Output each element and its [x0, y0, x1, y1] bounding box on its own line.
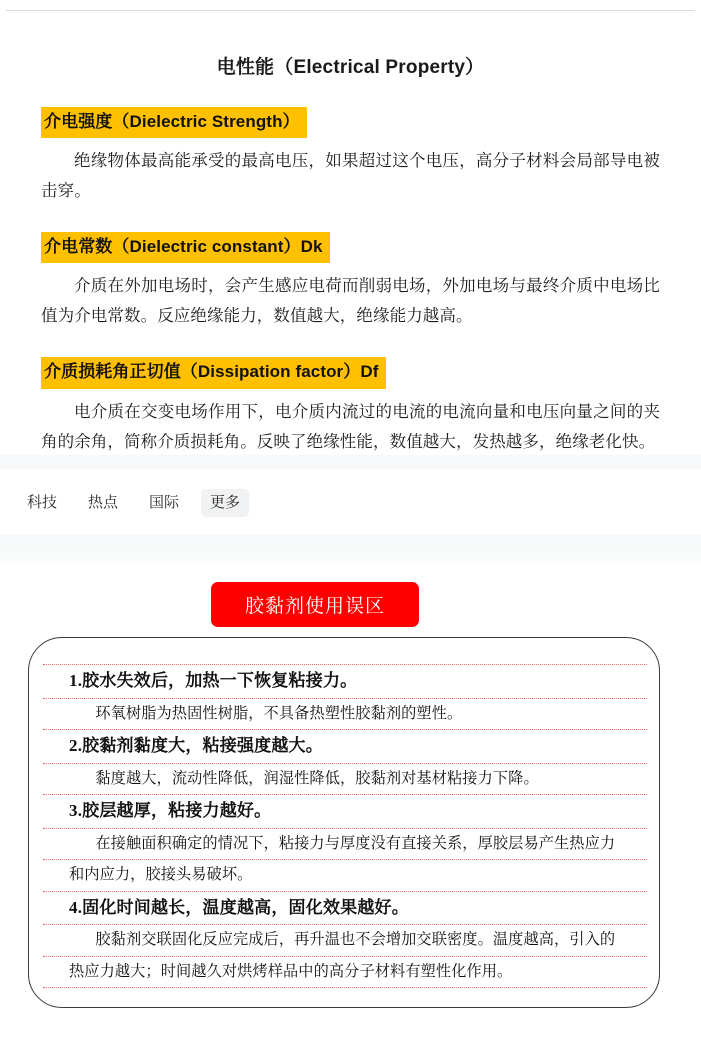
top-divider — [6, 10, 695, 11]
list-item-body-continued: 热应力越大；时间越久对烘烤样品中的高分子材料有塑性化作用。 — [69, 962, 513, 980]
page-title: 电性能（Electrical Property） — [216, 57, 485, 78]
dotted-divider — [43, 987, 647, 988]
highlighted-heading-text: 介质损耗角正切值（Dissipation factor）Df — [41, 357, 386, 388]
list-item-heading: 1.胶水失效后，加热一下恢复粘接力。 — [69, 671, 358, 690]
list-item-heading: 3.胶层越厚，粘接力越好。 — [69, 801, 272, 821]
list-item-body: 黏度越大，流动性降低，润湿性降低，胶黏剂对基材粘接力下降。 — [95, 769, 539, 787]
section-separator-bottom — [0, 535, 701, 551]
misconceptions-list — [43, 664, 647, 988]
section-body-dielectric-strength: 绝缘物体最高能承受的最高电压，如果超过这个电压，高分子材料会局部导电被击穿。 — [41, 152, 660, 201]
list-item-heading: 4.固化时间越长，温度越高，固化效果越好。 — [69, 897, 409, 917]
card-banner-title: 胶黏剂使用误区 — [211, 582, 419, 627]
section-separator-fill — [0, 551, 701, 563]
category-tab-bar — [0, 470, 701, 535]
misconceptions-card — [28, 637, 660, 1008]
highlighted-heading-text: 介电常数（Dielectric constant）Dk — [41, 232, 330, 263]
highlighted-heading-text: 介电强度（Dielectric Strength） — [41, 107, 307, 138]
tab-hot[interactable]: 热点 — [88, 493, 119, 511]
article-section — [0, 20, 701, 457]
section-heading-dissipation-factor — [41, 357, 701, 388]
list-item-body-continued: 和内应力，胶接头易破坏。 — [69, 866, 253, 884]
list-item-body: 胶黏剂交联固化反应完成后，再升温也不会增加交联密度。温度越高，引入的 — [95, 931, 616, 949]
list-item-body: 环氧树脂为热固性树脂，不具备热塑性胶黏剂的塑性。 — [95, 704, 463, 722]
list-item-heading: 2.胶黏剂黏度大，粘接强度越大。 — [69, 736, 323, 756]
section-separator-top — [0, 455, 701, 470]
section-heading-dielectric-constant — [41, 232, 701, 263]
list-item-body: 在接触面积确定的情况下，粘接力与厚度没有直接关系，厚胶层易产生热应力 — [95, 834, 616, 852]
tab-technology[interactable]: 科技 — [27, 493, 58, 511]
section-body-dissipation-factor: 电介质在交变电场作用下，电介质内流过的电流的电流向量和电压向量之间的夹角的余角，简称介质损耗角。反映了绝缘性能，数值越大，发热越多，绝缘老化快。 — [41, 402, 660, 451]
section-heading-dielectric-strength — [41, 107, 701, 138]
tab-international[interactable]: 国际 — [149, 493, 180, 511]
section-body-dielectric-constant: 介质在外加电场时，会产生感应电荷而削弱电场，外加电场与最终介质中电场比值为介电常数。反应绝缘能力，数值越大，绝缘能力越高。 — [41, 277, 660, 326]
tab-more[interactable]: 更多 — [201, 489, 249, 517]
